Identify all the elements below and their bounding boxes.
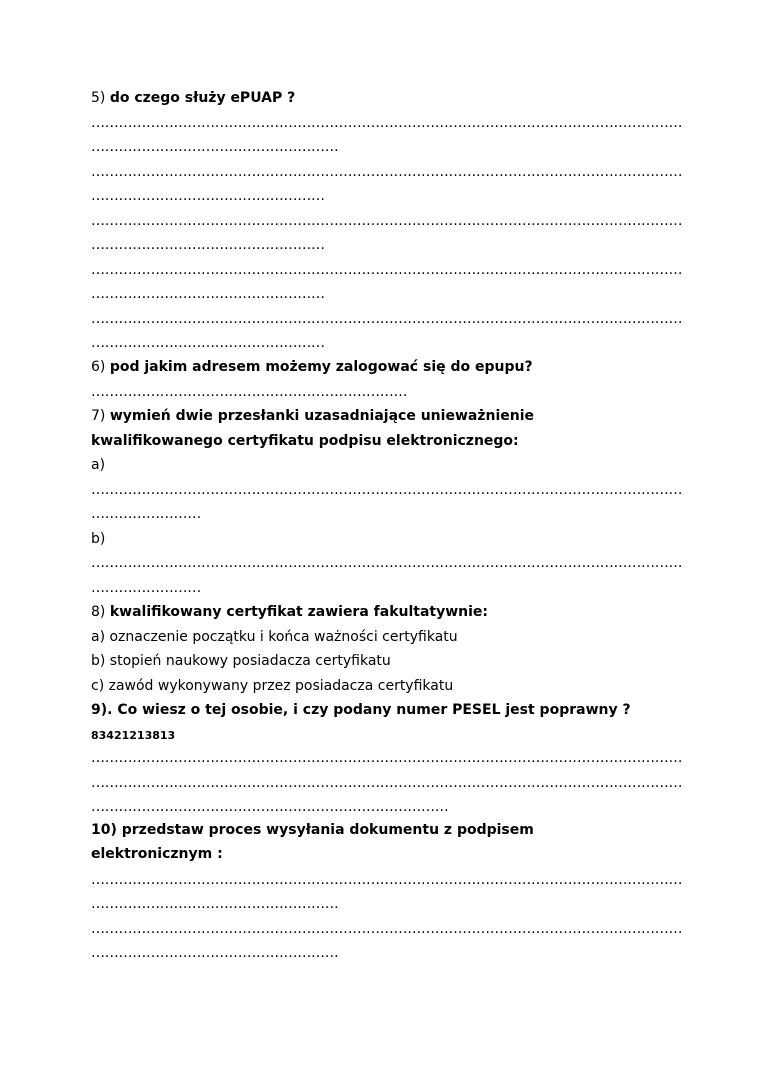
q5-answer-line[interactable]: …………………………………………… — [91, 335, 325, 351]
q10-text-line1: 10) przedstaw proces wysyłania dokumentu z podpisem — [91, 822, 534, 838]
q10-text-line2: elektronicznym : — [91, 846, 223, 862]
q10-heading-cont — [91, 846, 223, 863]
q8-option-c[interactable]: c) zawód wykonywany przez posiadacza certyfikatu — [91, 678, 454, 694]
q6-heading — [91, 359, 533, 376]
q6-text: pod jakim adresem możemy zalogować się do epupu? — [109, 359, 533, 375]
q9-answer-line[interactable]: ………………………………………………………………………………………………………………… — [91, 750, 683, 766]
q9-answer-line[interactable]: ………………………………………………………………………………………………………………… — [91, 775, 683, 791]
q8-option-a[interactable]: a) oznaczenie początku i końca ważności certyfikatu — [91, 629, 458, 645]
q8-heading — [91, 604, 488, 621]
q5-number: 5) — [91, 90, 106, 106]
q8-text: kwalifikowany certyfikat zawiera fakultatywnie: — [109, 604, 489, 620]
q7-text-line2: kwalifikowanego certyfikatu podpisu elektronicznego: — [91, 433, 519, 449]
q10-answer-line[interactable]: ……………………………………………… — [91, 945, 339, 961]
q5-answer-line[interactable]: …………………………………………… — [91, 188, 325, 204]
q9-pesel-number: 83421213813 — [91, 729, 176, 742]
q5-answer-line[interactable]: …………………………………………… — [91, 286, 325, 302]
q7-heading-cont — [91, 433, 519, 450]
q5-heading — [91, 90, 295, 107]
q10-answer-line[interactable]: ………………………………………………………………………………………………………………… — [91, 872, 683, 888]
q7-a-answer-line[interactable]: …………………… — [91, 506, 201, 522]
q9-answer-line[interactable]: …………………………………………………………………… — [91, 799, 449, 815]
q5-answer-line[interactable]: ………………………………………………………………………………………………………………… — [91, 164, 683, 180]
q5-answer-line[interactable]: ………………………………………………………………………………………………………………… — [91, 115, 683, 131]
q7-b-answer-line[interactable]: …………………… — [91, 580, 201, 596]
q10-answer-line[interactable]: ……………………………………………… — [91, 896, 339, 912]
q9-heading — [91, 702, 631, 719]
q8-number: 8) — [91, 604, 106, 620]
q10-heading — [91, 822, 534, 839]
q7-heading — [91, 408, 534, 425]
q9-text: 9). Co wiesz o tej osobie, i czy podany numer PESEL jest poprawny ? — [91, 702, 631, 718]
q5-answer-line[interactable]: ………………………………………………………………………………………………………………… — [91, 262, 683, 278]
q7-b-label: b) — [91, 531, 106, 547]
q8-option-b[interactable]: b) stopień naukowy posiadacza certyfikatu — [91, 653, 391, 669]
q7-b-answer-line[interactable]: ………………………………………………………………………………………………………………… — [91, 555, 683, 571]
q5-answer-line[interactable]: ………………………………………………………………………………………………………………… — [91, 213, 683, 229]
q6-number: 6) — [91, 359, 106, 375]
q5-answer-line[interactable]: …………………………………………… — [91, 237, 325, 253]
q5-answer-line[interactable]: ……………………………………………… — [91, 139, 339, 155]
q7-number: 7) — [91, 408, 106, 424]
q5-answer-line[interactable]: ………………………………………………………………………………………………………………… — [91, 311, 683, 327]
q7-a-label: a) — [91, 457, 106, 473]
q10-answer-line[interactable]: ………………………………………………………………………………………………………………… — [91, 921, 683, 937]
q5-text: do czego służy ePUAP ? — [109, 90, 296, 106]
q7-a-answer-line[interactable]: ………………………………………………………………………………………………………………… — [91, 482, 683, 498]
q7-text-line1: wymień dwie przesłanki uzasadniające unieważnienie — [109, 408, 534, 424]
q6-answer-line[interactable]: …………………………………………………………… — [91, 384, 408, 400]
